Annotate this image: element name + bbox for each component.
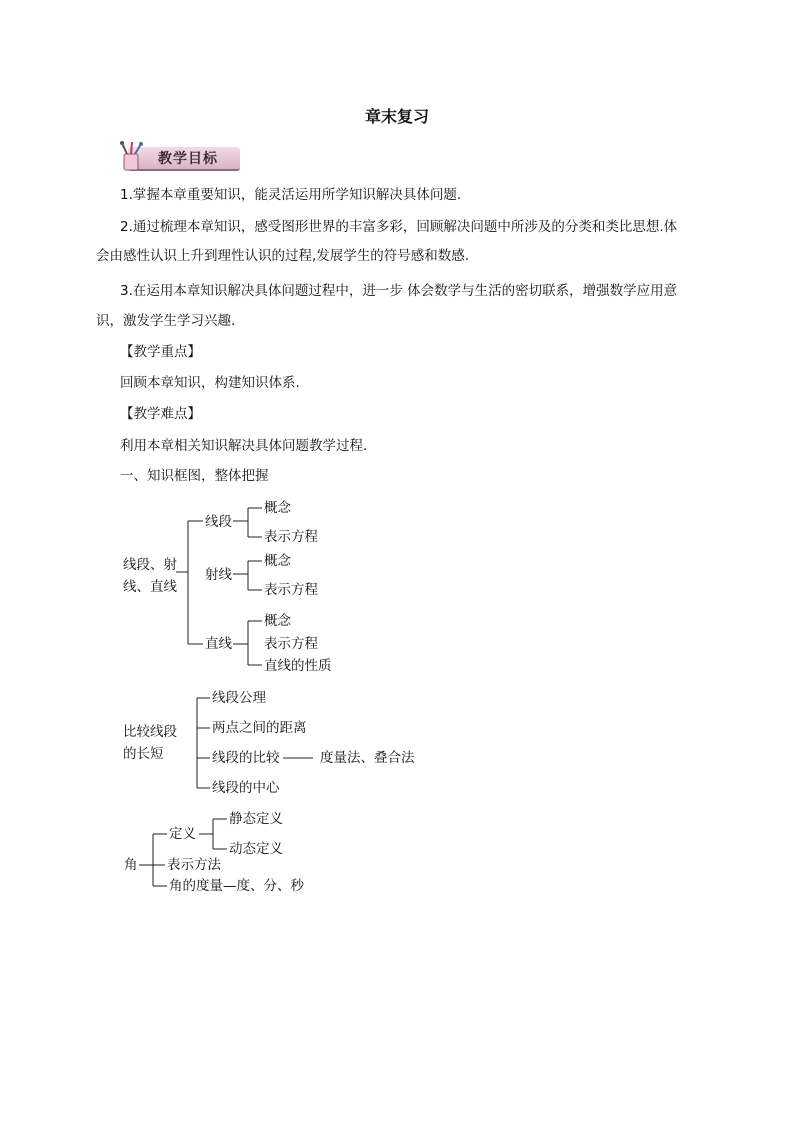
objective-3-line2: 识，激发学生学习兴趣. (96, 313, 236, 329)
difficulty-text: 利用本章相关知识解决具体问题教学过程. (120, 438, 368, 454)
tree1-ray: 射线 (205, 567, 232, 583)
tree2-root-line1: 比较线段 (123, 724, 177, 740)
section-heading: 一、知识框图，整体把握 (120, 468, 269, 484)
tree3-measure: 角的度量—度、分、秒 (169, 878, 304, 894)
tree1-segment-concept: 概念 (264, 500, 291, 516)
key-point-heading: 【教学重点】 (120, 344, 201, 360)
tree1-line-property: 直线的性质 (264, 658, 332, 674)
difficulty-heading: 【教学难点】 (120, 406, 201, 422)
tree1-root-line1: 线段、射 (123, 557, 177, 573)
tree2-compare-methods: 度量法、叠合法 (320, 750, 415, 766)
badge-label: 教学目标 (158, 151, 218, 167)
tree1-line: 直线 (205, 636, 232, 652)
objective-2-line1: 2.通过梳理本章知识，感受图形世界的丰富多彩，回顾解决问题中所涉及的分类和类比思想.体 (120, 219, 678, 235)
tree3-root: 角 (124, 857, 138, 873)
tree3-definition: 定义 (169, 826, 196, 842)
tree1-segment: 线段 (205, 514, 232, 530)
objective-1: 1.掌握本章重要知识，能灵活运用所学知识解决具体问题. (120, 187, 462, 203)
tree1-root-line2: 线、直线 (123, 579, 177, 595)
tree3-notation: 表示方法 (167, 857, 221, 873)
objective-2-line2: 会由感性认识上升到理性认识的过程,发展学生的符号感和数感. (96, 248, 470, 264)
key-point-text: 回顾本章知识，构建知识体系. (120, 375, 300, 391)
tree2-midpoint: 线段的中心 (212, 780, 280, 796)
tree3-dynamic-definition: 动态定义 (229, 841, 283, 857)
tree2-compare: 线段的比较 (212, 750, 280, 766)
tree1-segment-notation: 表示方程 (264, 529, 318, 545)
page-title: 章末复习 (364, 107, 429, 126)
tree1-ray-concept: 概念 (264, 553, 291, 569)
objective-3-line1: 3.在运用本章知识解决具体问题过程中，进一步 体会数学与生活的密切联系，增强数学应用意 (120, 283, 678, 299)
tree1-line-concept: 概念 (264, 613, 291, 629)
tree3-static-definition: 静态定义 (229, 811, 283, 827)
tree2-root-line2: 的长短 (123, 746, 164, 762)
tree2-axiom: 线段公理 (212, 690, 266, 706)
tree2-distance: 两点之间的距离 (212, 720, 307, 736)
tree1-ray-notation: 表示方程 (264, 582, 318, 598)
tree1-line-notation: 表示方程 (264, 636, 318, 652)
